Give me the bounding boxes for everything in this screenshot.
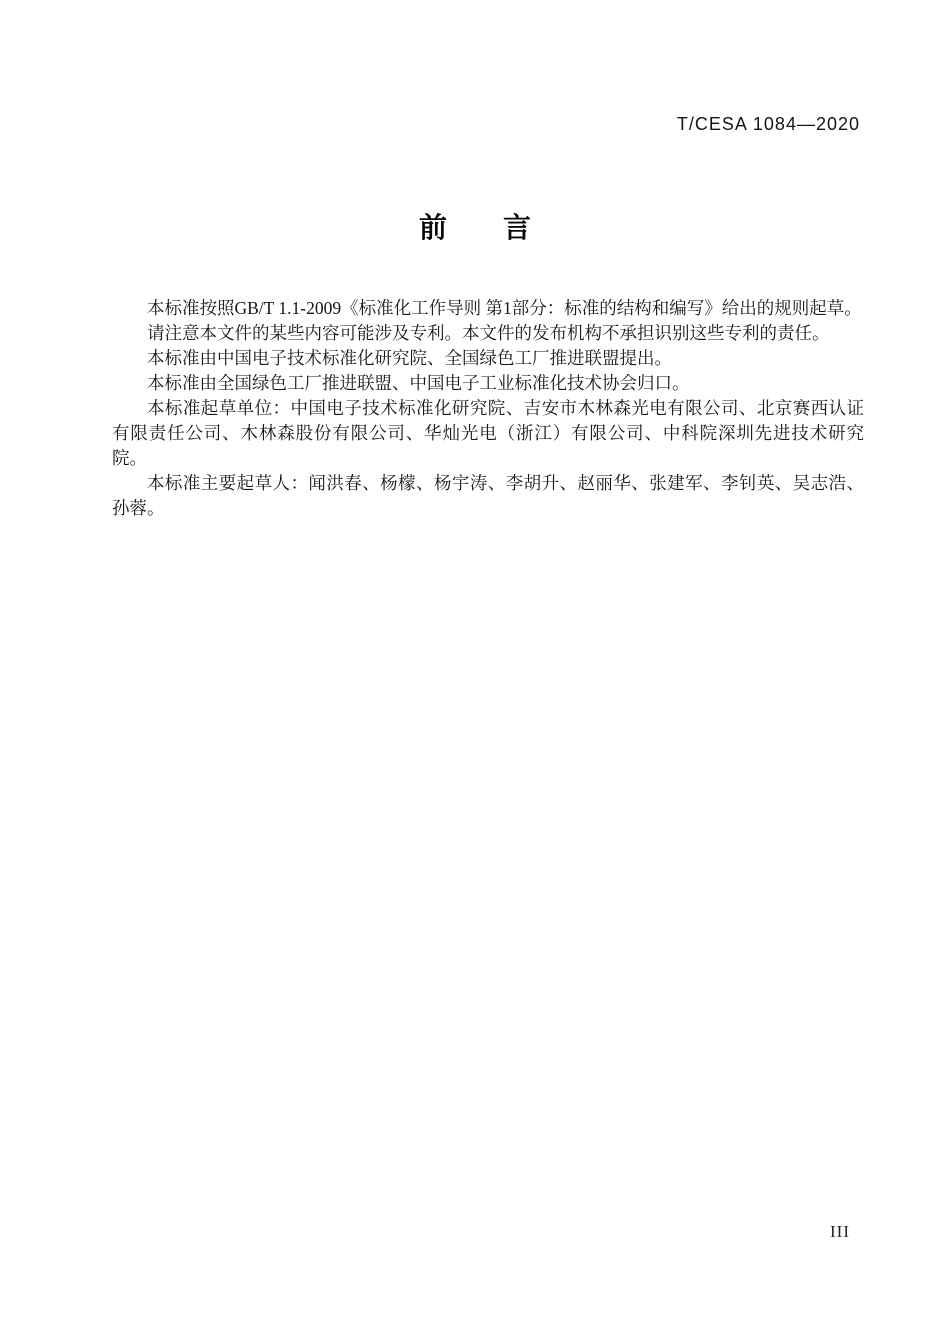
- paragraph-proposed-by: 本标准由中国电子技术标准化研究院、全国绿色工厂推进联盟提出。: [147, 348, 672, 368]
- paragraph-centralized-by: 本标准由全国绿色工厂推进联盟、中国电子工业标准化技术协会归口。: [147, 373, 690, 393]
- paragraph-drafting-rule: 本标准按照GB/T 1.1-2009《标准化工作导则 第1部分：标准的结构和编写》给出的规则起草。: [147, 298, 862, 318]
- paragraph-chief-drafters: 本标准主要起草人：闻洪春、杨檬、杨宇涛、李胡升、赵丽华、张建军、李钊英、吴志浩、孙蓉。: [112, 473, 864, 518]
- page-footer: [0, 1222, 850, 1242]
- foreword-body: [112, 296, 864, 521]
- page-number: III: [830, 1222, 850, 1241]
- foreword-title: 前 言: [418, 212, 531, 243]
- standard-number: T/CESA 1084—2020: [676, 114, 860, 134]
- page-header: [0, 114, 860, 135]
- paragraph-patent-notice: 请注意本文件的某些内容可能涉及专利。本文件的发布机构不承担识别这些专利的责任。: [147, 323, 830, 343]
- paragraph-drafting-organizations: 本标准起草单位：中国电子技术标准化研究院、吉安市木林森光电有限公司、北京赛西认证有限责任公司、木林森股份有限公司、华灿光电（浙江）有限公司、中科院深圳先进技术研究院。: [112, 398, 864, 468]
